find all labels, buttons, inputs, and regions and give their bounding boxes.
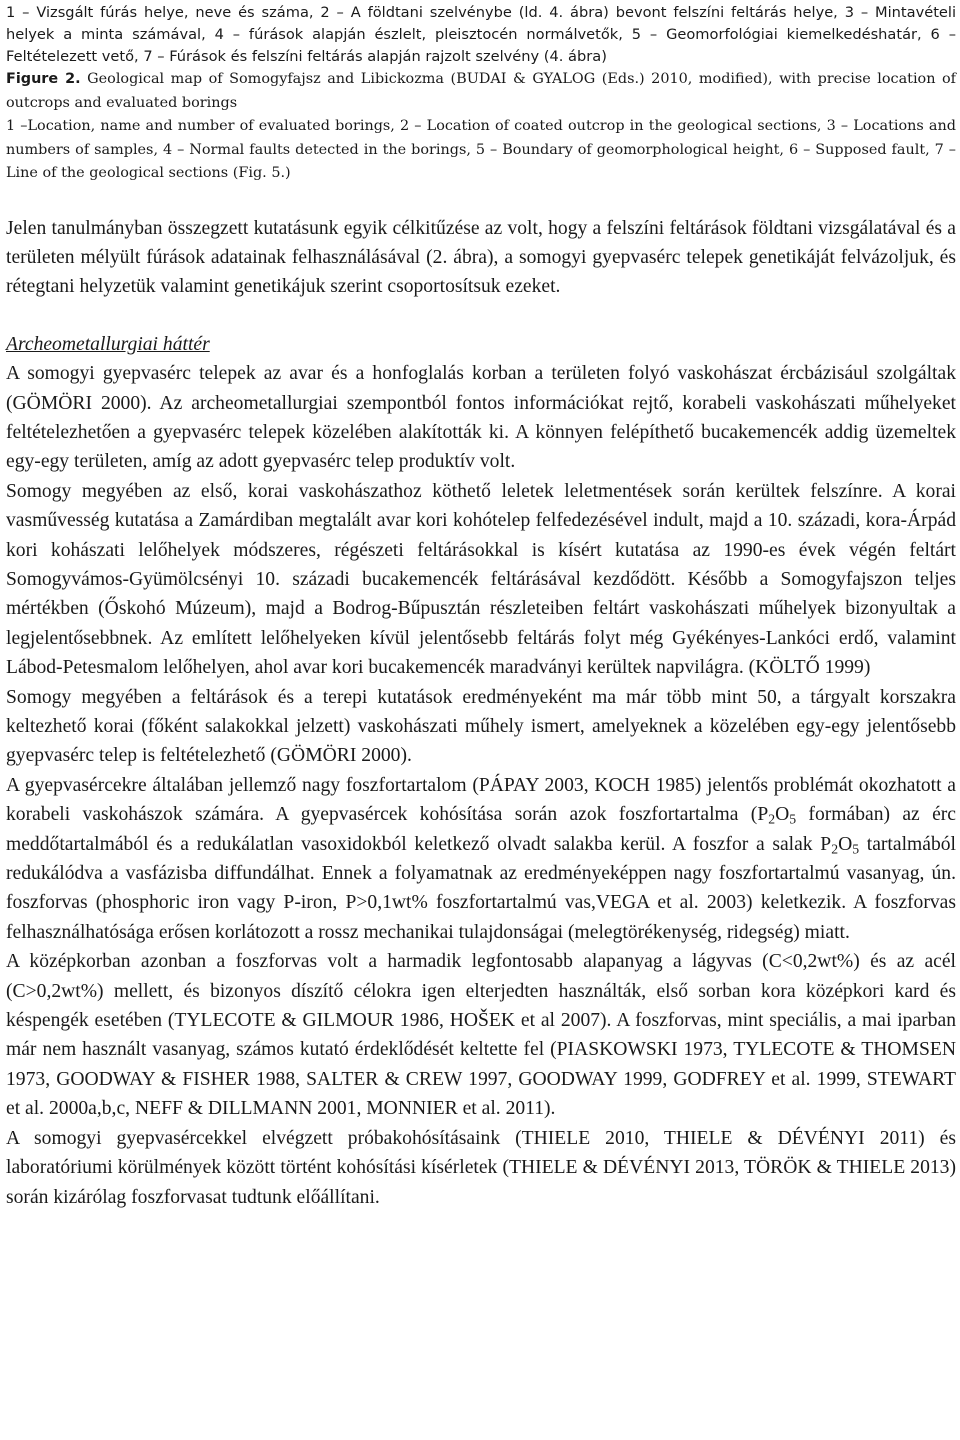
paragraph-2: Somogy megyében az első, korai vaskohászathoz köthető leletek leletmentések során kerültek felszínre. A korai vasművesség kutatása a Zamárdiban megtalált avar kori kohótelep felfedezésével indult, majd a 10. századi, kora-Árpád kori kohászati lelőhelyek módszeres, régészeti feltárásokkal is kísért kutatása az 1990-es évek végén feltárt Somogyvámos-Gyümölcsényi 10. századi bucakemencék feltárásával kezdődött. Később a Somogyfajszon teljes mértékben (Őskohó Múzeum), majd a Bodrog-Bűpusztán részleteiben feltárt vaskohászati műhelyek bizonyultak a legjelentősebbnek. Az említett lelőhelyeken kívül jelentősebb feltárás folyt még Gyékényes-Lankóci erdő, valamint Lábod-Petesmalom lelőhelyen, ahol avar kori bucakemencék maradványi kerültek napvilágra. (KÖLTŐ 1999) [6, 480, 956, 679]
figure-caption-hungarian: 1 – Vizsgált fúrás helye, neve és száma, 2 – A földtani szelvénybe (ld. 4. ábra) bevont felszíni feltárás helye, 3 – Mintavételi helyek a minta számával, 4 – fúrások alapján észlelt, pleisztocén normálvetők, 5 – Geomorfológiai kiemelkedéshatár, 6 – Feltételezett vető, 7 – Fúrások és felszíni feltárás alapján rajzolt szelvény (4. ábra) [6, 4, 956, 65]
figure-caption-english [6, 68, 956, 186]
figure-caption-text: Geological map of Somogyfajsz and Libickozma (BUDAI & GYALOG (Eds.) 2010, modified), with precise location of outcrops and evaluated borings [6, 71, 957, 111]
spacer [6, 302, 956, 330]
section-heading: Archeometallurgiai háttér [6, 333, 210, 355]
figure-caption-legend: 1 –Location, name and number of evaluated borings, 2 – Location of coated outcrop in the geological sections, 3 – Locations and numbers of samples, 4 – Normal faults detected in the borings, 5 – Boundary of geomorphological height, 6 – Supposed fault, 7 – Line of the geological sections (Fig. 5.) [6, 118, 956, 181]
figure-label: Figure 2. [6, 71, 81, 87]
paragraph-3: Somogy megyében a feltárások és a terepi kutatások eredményeként ma már több mint 50, a tárgyalt korszakra keltezhető korai (főként salakokkal jelzett) vaskohászati műhely ismert, amelyeknek a közelében egy-egy jelentősebb gyepvasérc telep is feltételezhető (GÖMÖRI 2000). [6, 686, 956, 767]
intro-paragraph: Jelen tanulmányban összegzett kutatásunk egyik célkitűzése az volt, hogy a felszíni feltárások földtani vizsgálatával és a területen mélyült fúrások adatainak felhasználásával (2. ábra), a somogyi gyepvasérc telepek genetikáját felvázoljuk, és rétegtani helyzetük valamint genetikájuk szerint csoportosítsuk ezeket. [6, 217, 956, 298]
paragraph-6: A somogyi gyepvasércekkel elvégzett próbakohósításaink (THIELE 2010, THIELE & DÉVÉNYI 2011) és laboratóriumi körülmények között történt kohósítási kísérletek (THIELE & DÉVÉNYI 2013, TÖRÖK & THIELE 2013) során kizárólag foszforvasat tudtunk előállítani. [6, 1127, 956, 1208]
spacer [6, 186, 956, 214]
paragraph-4: A gyepvasércekre általában jellemző nagy foszfortartalom (PÁPAY 2003, KOCH 1985) jelentős problémát okozhatott a korabeli vaskohászok számára. A gyepvasércek kohósítása során azok foszfortartalma ($P_2O_5$ formában) az érc meddőtartalmából és a redukálatlan vasoxidokból keletkező olvadt salakba kerül. A foszfor a salak $P_2O_5$ tartalmából redukálódva a vasfázisba diffundálhat. Ennek a folyamatnak az eredményeképpen nagy foszfortartalmú vasanyag, ún. foszforvas (phosphoric iron vagy P-iron, P>0,1wt% foszfortartalmú vas,VEGA et al. 2003) keletkezik. A foszforvas felhasználhatósága erősen korlátozott a rossz mechanikai tulajdonságai (melegtörékenység, ridegség) miatt. [6, 774, 956, 943]
paragraph-1: A somogyi gyepvasérc telepek az avar és a honfoglalás korban a területen folyó vaskohászat ércbázisául szolgáltak (GÖMÖRI 2000). Az archeometallurgiai szempontból fontos információkat rejtő, korabeli vaskohászati műhelyeket feltételezhetően a gyepvasérc telepek közelében alakították ki. A könnyen felépíthető bucakemencék addig üzemeltek egy-egy területen, amíg az adott gyepvasérc telep produktív volt. [6, 363, 956, 473]
paragraph-5: A középkorban azonban a foszforvas volt a harmadik legfontosabb alapanyag a lágyvas (C<0,2wt%) és az acél (C>0,2wt%) mellett, és bizonyos díszítő célokra igen elterjedten használták, első sorban kora középkori kard és késpengék esetében (TYLECOTE & GILMOUR 1986, HOŠEK et al 2007). A foszforvas, mint speciális, a mai iparban már nem használt vasanyag, számos kutató érdeklődését keltette fel (PIASKOWSKI 1973, TYLECOTE & THOMSEN 1973, GOODWAY & FISHER 1988, SALTER & CREW 1997, GOODWAY 1999, GODFREY et al. 1999, STEWART et al. 2000a,b,c, NEFF & DILLMANN 2001, MONNIER et al. 2011). [6, 951, 956, 1120]
figure-caption [6, 2, 956, 186]
